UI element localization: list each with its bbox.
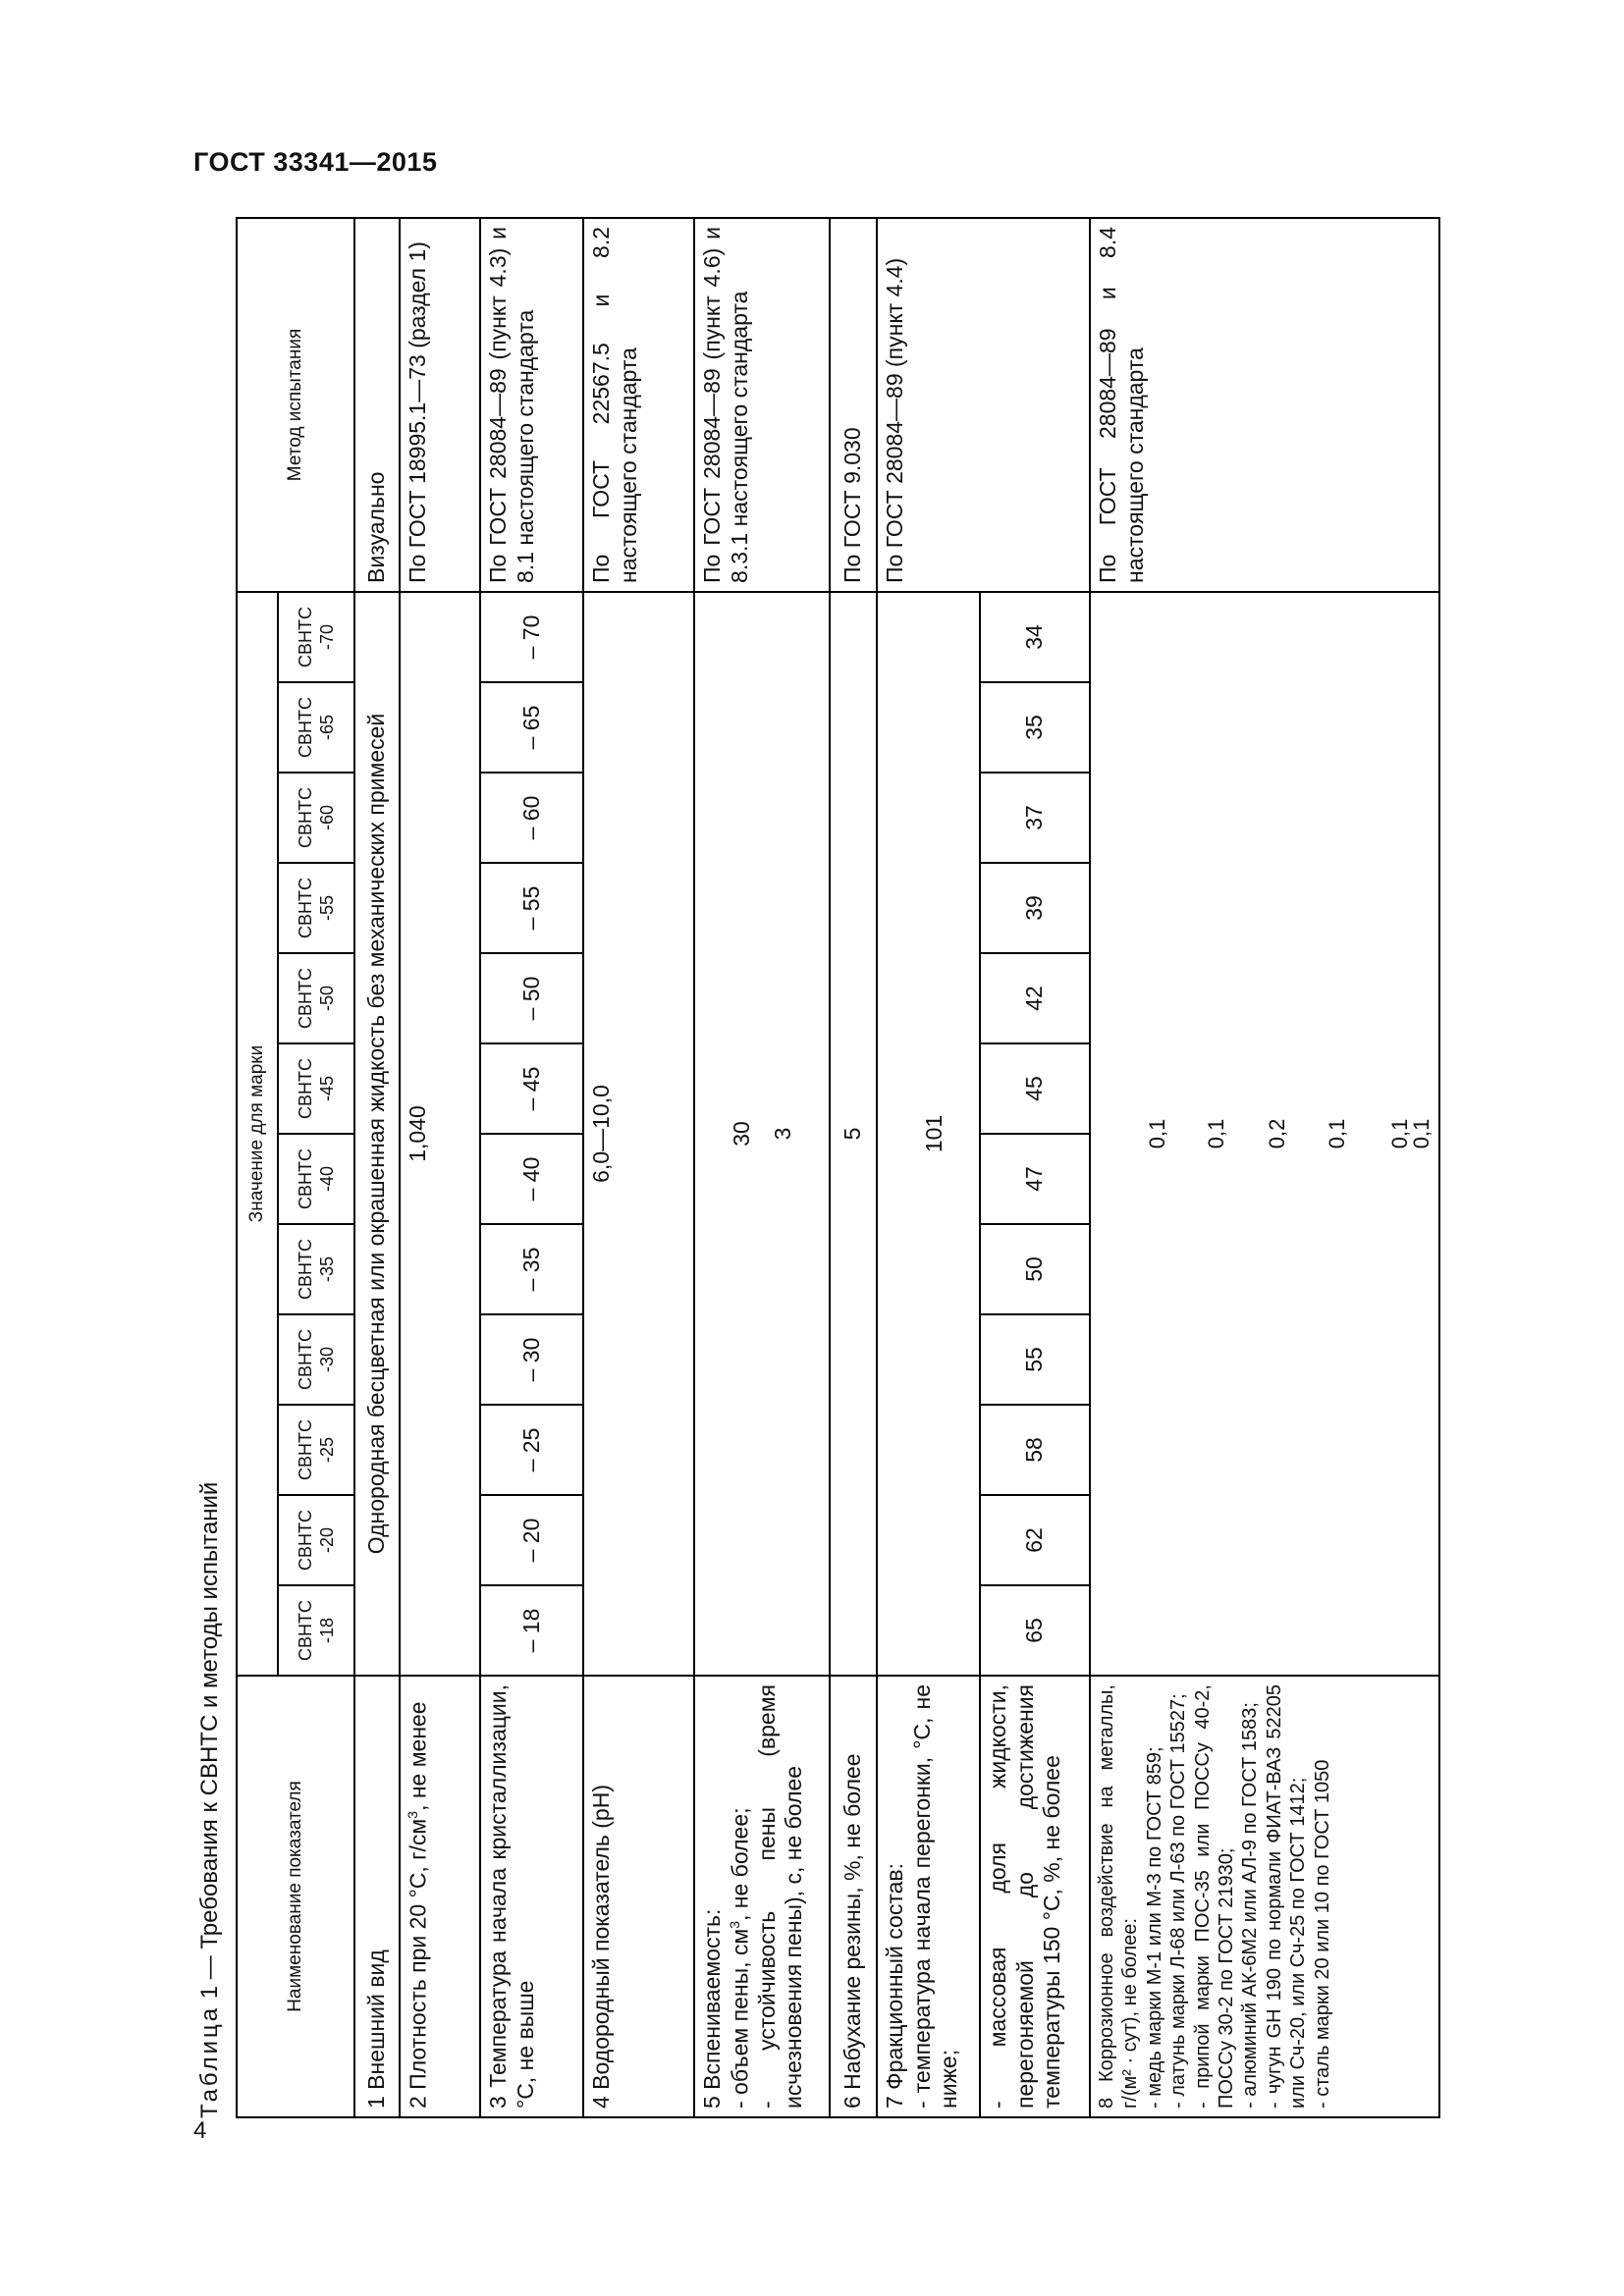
row8-item-label: - сталь марки 20 или 10 по ГОСТ 1050 (1311, 1759, 1333, 2109)
caption-prefix: Таблица (196, 2004, 223, 2118)
row2-name (400, 1676, 480, 2117)
row1-method: Визуально (354, 218, 400, 592)
row3-name: 3 Температура начала кристаллизации, °С, не выше (480, 1676, 583, 2117)
row5-value-a: 30 (729, 1121, 754, 1147)
row6-method: По ГОСТ 9.030 (830, 218, 877, 592)
row7-value-b: 47 (980, 1134, 1090, 1224)
row5-values (694, 592, 830, 1676)
row2-value: 1,040 (400, 592, 480, 1676)
header-name: Наименование показателя (237, 1676, 354, 2117)
header-grade: СВНТС -60 (278, 773, 354, 863)
row2-name-b: , не менее (405, 1701, 431, 1811)
row8-item-label: - алюминий АК-6М2 или АЛ-9 по ГОСТ 1583; (1239, 1702, 1262, 2109)
row7-value-b: 35 (980, 682, 1090, 773)
header-grade: СВНТС -45 (278, 1043, 354, 1134)
row5-value-b: 3 (769, 1127, 795, 1141)
rotated-table-region (194, 219, 1502, 2118)
row7-value-b: 45 (980, 1043, 1090, 1134)
row5-name-a1: - объем пены, см (727, 1928, 753, 2109)
row8-method: По ГОСТ 28084—89 и 8.4 настоящего стандарта (1090, 218, 1439, 592)
row8-values (1090, 592, 1439, 1676)
row7-method: По ГОСТ 28084—89 (пункт 4.4) (877, 218, 1090, 592)
row8-value: 0,1 (1204, 1118, 1229, 1149)
table-caption (196, 1482, 224, 2118)
row8-value: 0,1 (1325, 1118, 1350, 1149)
row7-value-b: 65 (980, 1585, 1090, 1676)
row3-value: – 30 (480, 1314, 583, 1405)
table-row (480, 218, 583, 2117)
row4-value: 6,0—10,0 (583, 592, 694, 1676)
row3-value: – 55 (480, 863, 583, 953)
row8-value: 0,1 (1386, 1118, 1412, 1149)
row3-value: – 65 (480, 682, 583, 773)
row6-value: 5 (830, 592, 877, 1676)
row5-name (694, 1676, 830, 2117)
header-grade: СВНТС -65 (278, 682, 354, 773)
table-row (830, 218, 877, 2117)
header-method: Метод испытания (237, 218, 354, 592)
row3-method: По ГОСТ 28084—89 (пункт 4.3) и 8.1 настоящего стандарта (480, 218, 583, 592)
table-row (1090, 218, 1439, 2117)
table-row (877, 218, 980, 2117)
row5-name-a2: , не более; (727, 1807, 753, 1921)
row3-value: – 20 (480, 1495, 583, 1585)
header-grade: СВНТС -55 (278, 863, 354, 953)
row2-name-sup: 3 (405, 1810, 420, 1819)
row7-value-b: 55 (980, 1314, 1090, 1405)
document-header: ГОСТ 33341—2015 (193, 147, 438, 177)
row7-value-b: 37 (980, 773, 1090, 863)
row7-value-b: 50 (980, 1224, 1090, 1314)
row5-name-title: 5 Вспениваемость: (699, 1908, 725, 2109)
row7-value-b: 58 (980, 1405, 1090, 1495)
row7-value-b: 62 (980, 1495, 1090, 1585)
header-grade: СВНТС -35 (278, 1224, 354, 1314)
header-grade: СВНТС -20 (278, 1495, 354, 1585)
row3-value: – 45 (480, 1043, 583, 1134)
row3-value: – 60 (480, 773, 583, 863)
row8-name (1090, 1676, 1439, 2117)
row7-value-a: 101 (877, 592, 980, 1676)
row4-method: По ГОСТ 22567.5 и 8.2 настоящего стандарта (583, 218, 694, 592)
requirements-table (236, 217, 1440, 2118)
row7-value-b: 42 (980, 953, 1090, 1043)
row3-value: – 35 (480, 1224, 583, 1314)
row2-name-a: 2 Плотность при 20 °С, г/см (405, 1818, 431, 2109)
table-row (694, 218, 830, 2117)
caption-text: 1 — Требования к СВНТС и методы испытаний (196, 1481, 223, 2005)
row8-item-label: - латунь марки Л-68 или Л-63 по ГОСТ 15527; (1167, 1693, 1190, 2109)
row8-value: 0,2 (1264, 1118, 1289, 1149)
row8-item-label: - припой марки ПОС-35 или ПОССу 40-2, ПОССу 30-2 по ГОСТ 21930; (1191, 1684, 1237, 2109)
row1-value: Однородная бесцветная или окрашенная жидкость без механических примесей (354, 592, 400, 1676)
row2-method: По ГОСТ 18995.1—73 (раздел 1) (400, 218, 480, 592)
page-number: 4 (193, 2117, 207, 2144)
header-grade: СВНТС -18 (278, 1585, 354, 1676)
header-grade: СВНТС -70 (278, 592, 354, 682)
row8-value: 0,1 (1408, 1118, 1434, 1149)
row7-name-title: 7 Фракционный состав: (882, 1862, 907, 2109)
row8-item-label: - чугун GH 190 по нормали ФИАТ-ВАЗ 52205 или Сч-20, или Сч-25 по ГОСТ 1412; (1263, 1684, 1310, 2109)
row7-name-b: - массовая доля жидкости, перегоняемой до достижения температуры 150 °С, %, не более (980, 1676, 1090, 2117)
row7-name-a (877, 1676, 980, 2117)
row3-value: – 50 (480, 953, 583, 1043)
row8-item-label: - медь марки М-1 или М-3 по ГОСТ 859; (1143, 1746, 1165, 2109)
row5-name-b: - устойчивость пены (время исчезновения пены), с, не более (753, 1684, 807, 2109)
header-value-group: Значение для марки (237, 592, 278, 1676)
row3-value: – 70 (480, 592, 583, 682)
table-row (400, 218, 480, 2117)
row7-value-b: 39 (980, 863, 1090, 953)
row5-name-a (727, 1684, 754, 2109)
row5-name-sup: 3 (726, 1921, 742, 1929)
row8-value: 0,1 (1145, 1118, 1169, 1149)
table-row (583, 218, 694, 2117)
row7-value-b: 34 (980, 592, 1090, 682)
row3-value: – 40 (480, 1134, 583, 1224)
row5-method: По ГОСТ 28084—89 (пункт 4.6) и 8.3.1 настоящего стандарта (694, 218, 830, 592)
header-grade: СВНТС -30 (278, 1314, 354, 1405)
header-row-1 (237, 218, 278, 2117)
row3-value: – 18 (480, 1585, 583, 1676)
row4-name: 4 Водородный показатель (pH) (583, 1676, 694, 2117)
header-grade: СВНТС -25 (278, 1405, 354, 1495)
row6-name: 6 Набухание резины, %, не более (830, 1676, 877, 2117)
row8-name-title: 8 Коррозионное воздействие на металлы, г/(м² · сут), не более: (1096, 1684, 1142, 2109)
header-grade: СВНТС -50 (278, 953, 354, 1043)
row3-value: – 25 (480, 1405, 583, 1495)
header-grade: СВНТС -40 (278, 1134, 354, 1224)
table-row (354, 218, 400, 2117)
row7-name-a-text: - температура начала перегонки, °С, не ниже; (908, 1684, 962, 2109)
row1-name: 1 Внешний вид (354, 1676, 400, 2117)
